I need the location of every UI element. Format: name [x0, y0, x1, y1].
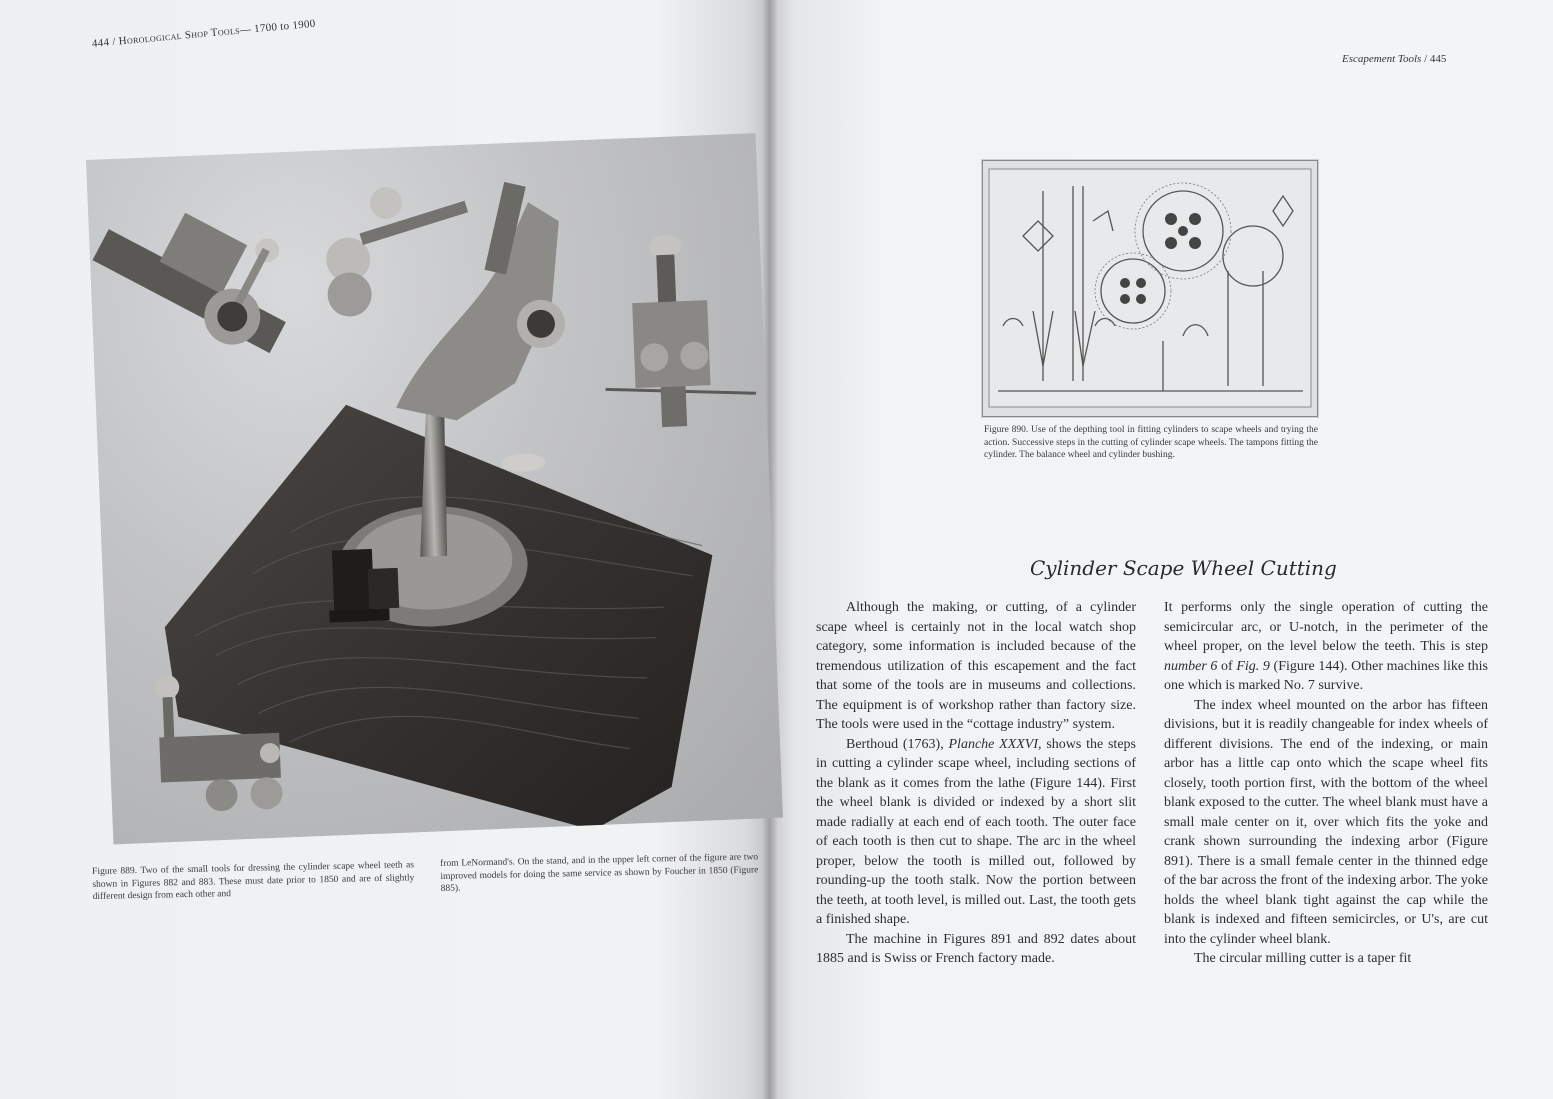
left-head-title: Horological Shop Tools — [118, 24, 241, 48]
left-page-number: 444 — [91, 36, 110, 50]
right-page-number: 445 — [1429, 53, 1447, 65]
figure-889-caption-text-2: from LeNormand's. On the stand, and in the upper left corner of the figure are two improved models for doing the same service as shown by Foucher in 1850 (Figure 885). — [440, 852, 759, 894]
figure-890-caption-text: Figure 890. Use of the depthing tool in fitting cylinders to scape wheels and trying the action. Successive steps in the cutting of cylinder scape wheels. The tampons fitting the cylinder. The balance wheel and cylinder bushing. — [984, 425, 1318, 460]
col2-paragraph-1 — [1164, 598, 1488, 696]
figure-890-plate — [982, 160, 1318, 417]
col2-paragraph-2: The index wheel mounted on the arbor has fifteen divisions, but it is readily changeable for index wheels of different divisions. The end of the indexing, or main arbor has a little cap onto which the scape wheel fits closely, tooth portion first, with the bottom of the wheel blank exposed to the cutter. The wheel blank must have a small male center on it, over which fits the yoke and crank shown surrounding the indexing arbor (Figure 891). There is a small female center in the thinned edge of the bar across the front of the indexing arbor. The yoke holds the wheel blank tight against the cap while the blank is indexed and fifteen semicircles, or U's, are cut into the cylinder wheel blank. — [1164, 697, 1488, 947]
right-head-separator: / — [1424, 53, 1428, 65]
left-head-dates: — 1700 to 1900 — [239, 17, 317, 37]
col1-paragraph-3: The machine in Figures 891 and 892 dates about 1885 and is Swiss or French factory made. — [816, 931, 1136, 966]
col1-paragraph-1: Although the making, or cutting, of a cylinder scape wheel is certainly not in the local watch shop category, some information is included because of the tremendous utilization of this escapement and the fact that some of the tools are in museums and collections. The equipment is of workshop rather than factory size. The tools were used in the “cottage industry” system. — [816, 600, 1136, 732]
col1-p2-start: Berthoud (1763), — [846, 736, 949, 752]
figure-889-caption-col2 — [440, 851, 759, 895]
col2-p1-italic-2: Fig. 9 — [1236, 658, 1270, 674]
section-title: Cylinder Scape Wheel Cutting — [1030, 556, 1337, 580]
right-running-head — [1342, 53, 1446, 65]
col2-p1-end: (Figure 144). Other machines like this one which is marked No. 7 survive. — [1164, 658, 1488, 693]
figure-890-caption — [984, 424, 1318, 462]
col1-p2-italic: Planche XXXVI — [948, 736, 1039, 752]
figure-889-photo — [86, 133, 783, 844]
col1-paragraph-2 — [816, 735, 1136, 930]
figure-889-caption-col1 — [92, 859, 415, 903]
col2-p1-start: It performs only the single operation of cutting the semicircular arc, or U-notch, in the perimeter of the wheel proper, on the level below the teeth. This is step — [1164, 600, 1488, 654]
col2-p1-italic-1: number 6 — [1164, 658, 1218, 674]
body-column-2 — [1164, 598, 1488, 969]
col2-paragraph-3: The circular milling cutter is a taper fit — [1194, 951, 1412, 966]
col1-p2-rest: , shows the steps in cutting a cylinder scape wheel, including sections of the blank as it comes from the lathe (Figure 144). First the wheel blank is divided or indexed by a short slit made radially at each end of each tooth. The outer face of each tooth is then cut to shape. The arc in the wheel proper, below the tooth is milled out, followed by rounding-up the tooth stalk. Now the portion between the teeth, at tooth level, is milled out. Last, the tooth gets a finished shape. — [816, 736, 1136, 927]
body-column-1 — [816, 598, 1136, 969]
col2-p1-mid: of — [1217, 658, 1237, 674]
figure-889-caption-text-1: Figure 889. Two of the small tools for dressing the cylinder scape wheel teeth as shown in Figures 882 and 883. These must date prior to 1850 and are of slightly different design from each other and — [92, 860, 415, 902]
left-head-separator: / — [111, 35, 117, 49]
right-head-title: Escapement Tools — [1342, 53, 1422, 65]
